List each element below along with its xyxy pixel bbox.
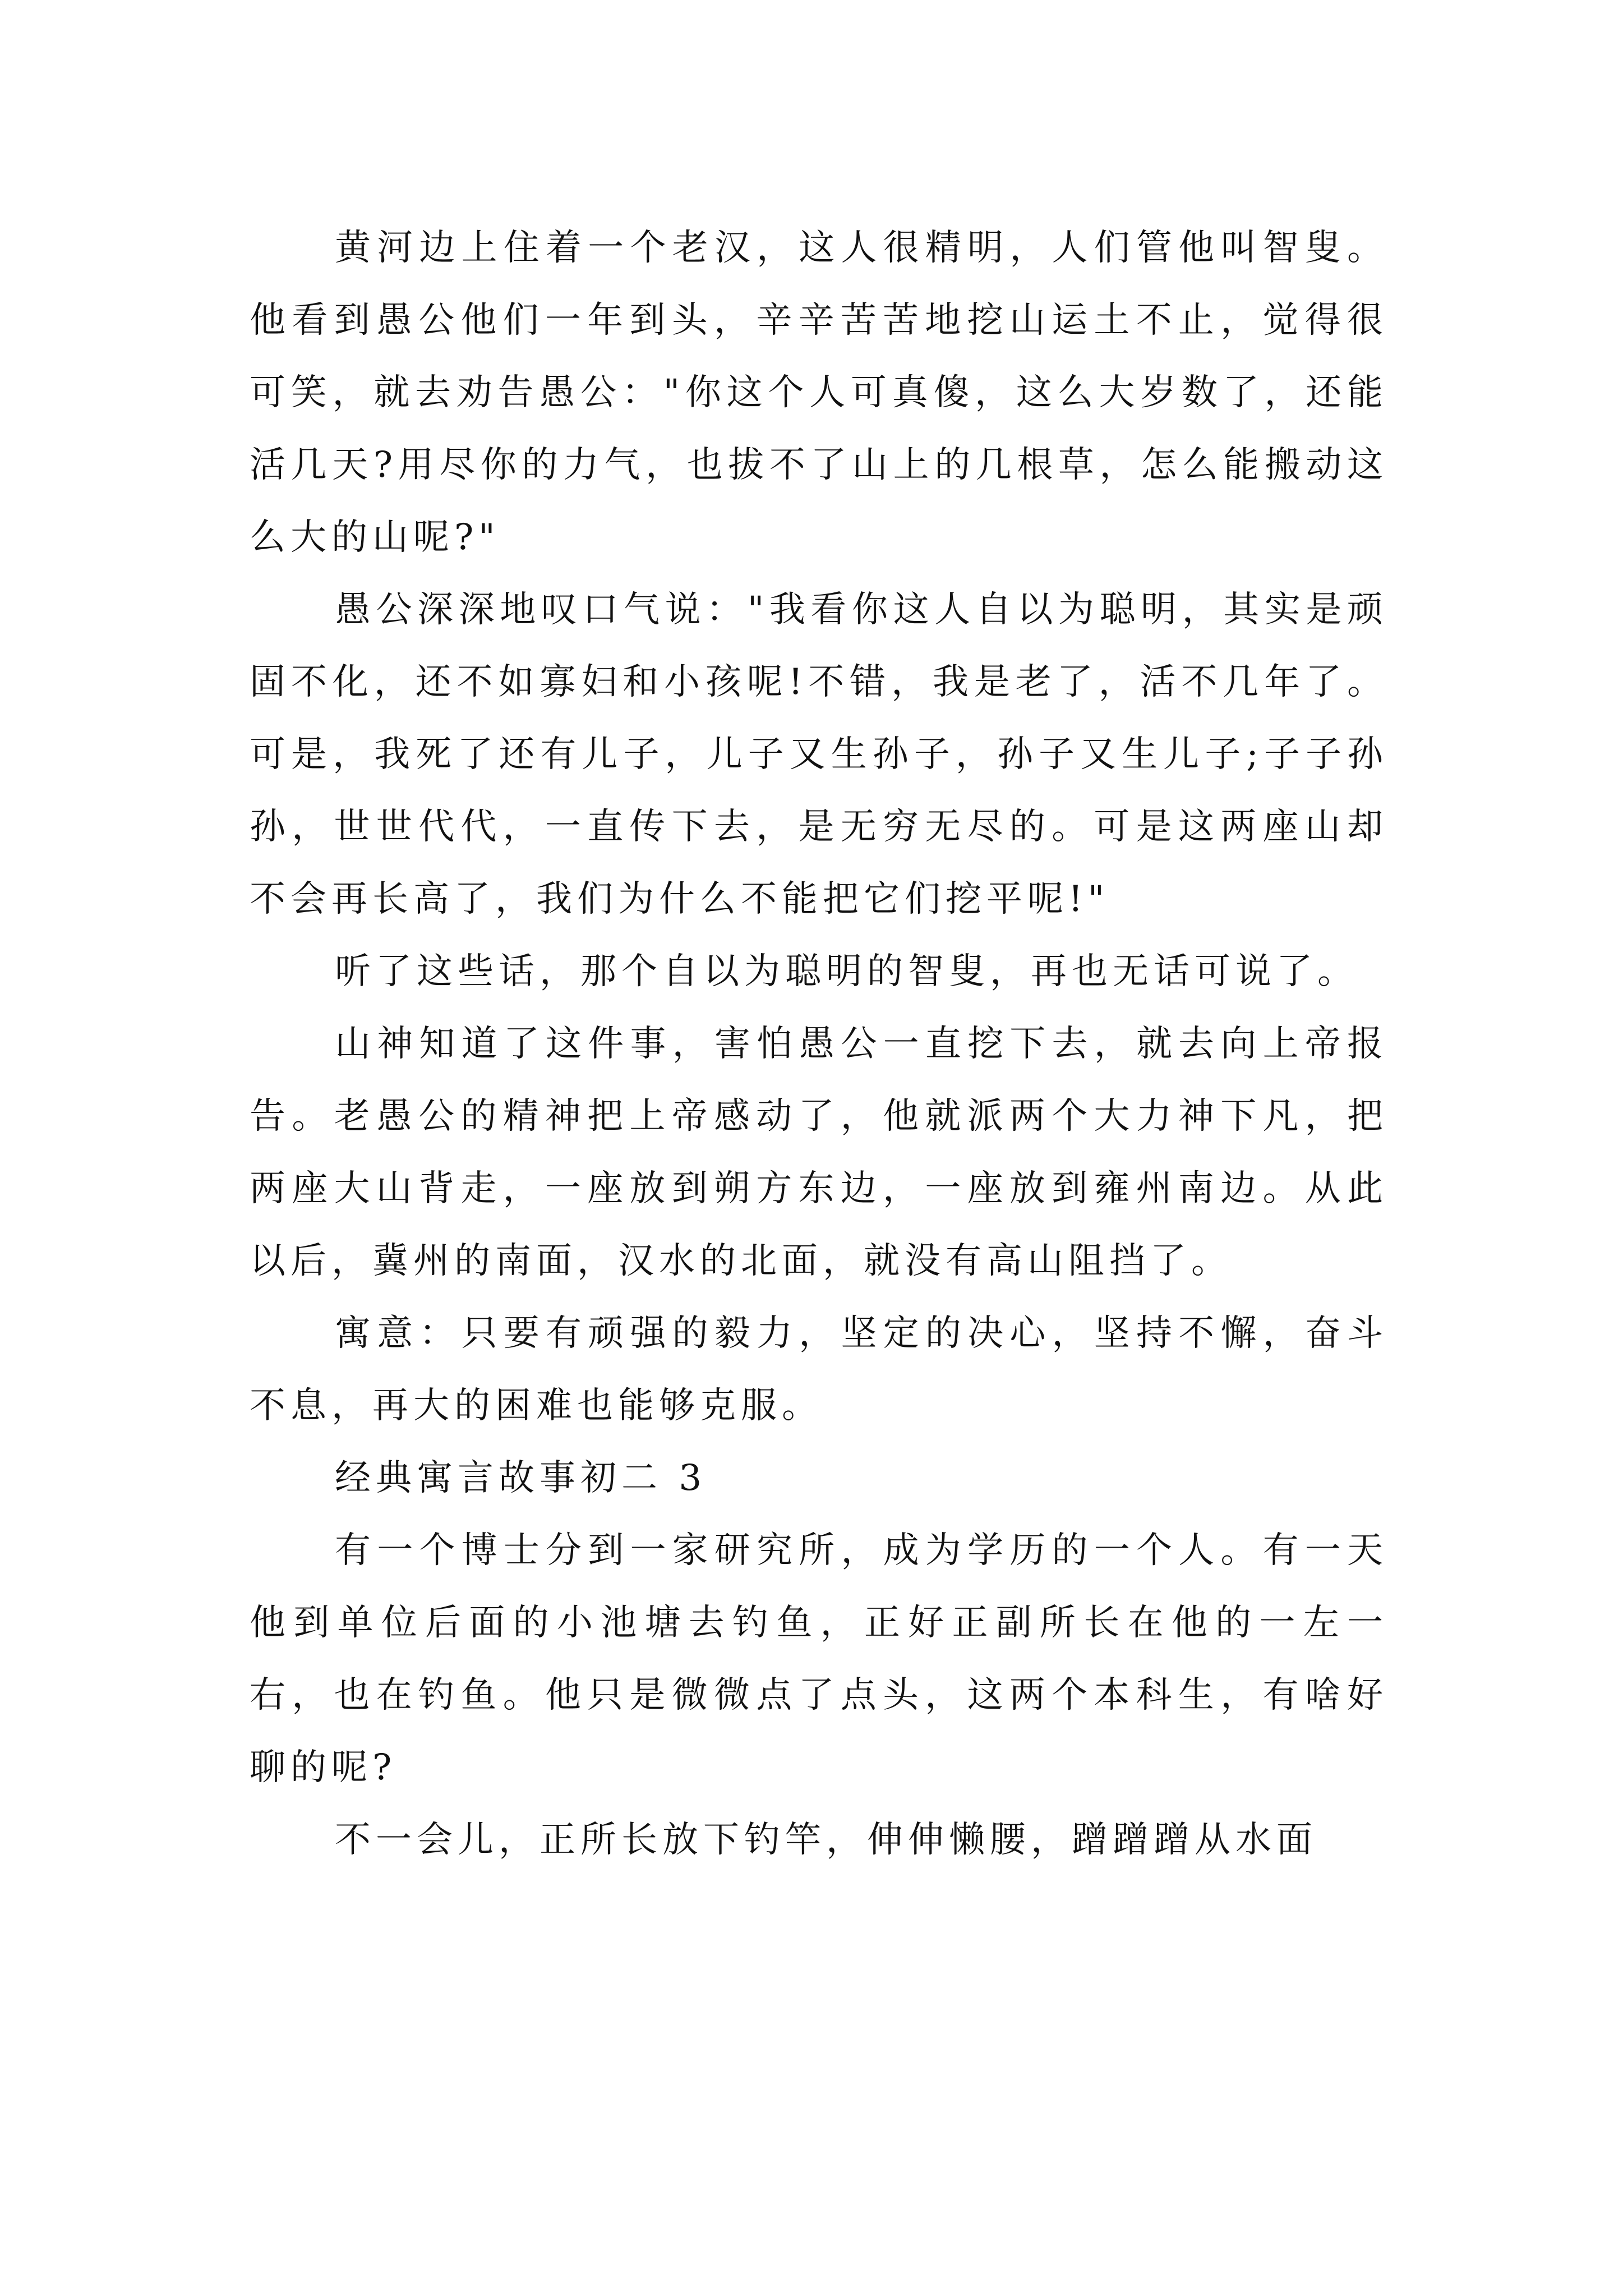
paragraph: 听了这些话，那个自以为聪明的智叟，再也无话可说了。 <box>335 951 1358 992</box>
section-heading: 经典寓言故事初二 3 <box>335 1457 707 1499</box>
document-body <box>250 212 1388 1876</box>
paragraph: 山神知道了这件事，害怕愚公一直挖下去，就去向上帝报告。老愚公的精神把上帝感动了，他就派两个大力神下凡，把两座大山背走，一座放到朔方东边，一座放到雍州南边。从此以后，冀州的南面，汉水的北面，就没有高山阻挡了。 <box>250 1023 1388 1282</box>
paragraph: 寓意：只要有顽强的毅力，坚定的决心，坚持不懈，奋斗不息，再大的困难也能够克服。 <box>250 1313 1388 1427</box>
paragraph: 有一个博士分到一家研究所，成为学历的一个人。有一天他到单位后面的小池塘去钓鱼，正好正副所长在他的一左一右，也在钓鱼。他只是微微点了点头，这两个本科生，有啥好聊的呢? <box>250 1530 1388 1788</box>
paragraph: 愚公深深地叹口气说："我看你这人自以为聪明，其实是顽固不化，还不如寡妇和小孩呢!不错，我是老了，活不几年了。可是，我死了还有儿子，儿子又生孙子，孙子又生儿子;子子孙孙，世世代代，一直传下去，是无穷无尽的。可是这两座山却不会再长高了，我们为什么不能把它们挖平呢!" <box>250 589 1388 920</box>
paragraph: 黄河边上住着一个老汉，这人很精明，人们管他叫智叟。他看到愚公他们一年到头，辛辛苦苦地挖山运土不止，觉得很可笑，就去劝告愚公："你这个人可真傻，这么大岁数了，还能活几天?用尽你的力气，也拔不了山上的几根草，怎么能搬动这么大的山呢?" <box>250 227 1388 558</box>
paragraph: 不一会儿，正所长放下钓竿，伸伸懒腰，蹭蹭蹭从水面 <box>335 1819 1317 1861</box>
